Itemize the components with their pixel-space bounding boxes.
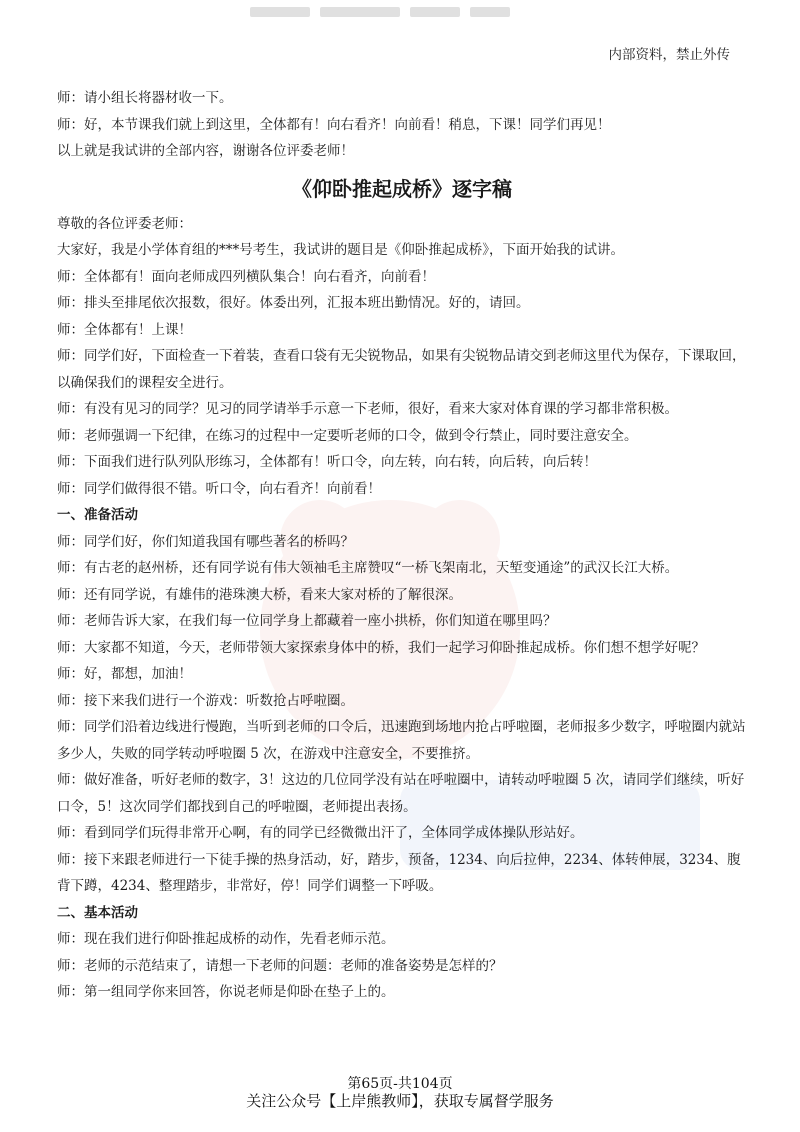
page-number: 第65页-共104页 (347, 1076, 453, 1092)
body-line: 师：全体都有！面向老师成四列横队集合！向右看齐，向前看！ (57, 268, 435, 285)
intro-line: 以上就是我试讲的全部内容，谢谢各位评委老师！ (57, 143, 354, 159)
body-line: 师：还有同学说，有雄伟的港珠澳大桥，看来大家对桥的了解很深。 (57, 586, 462, 603)
section-heading-basic: 二、基本活动 (57, 904, 138, 921)
body-line: 师：老师告诉大家，在我们每一位同学身上都藏着一座小拱桥，你们知道在哪里吗？ (57, 613, 557, 629)
body-line: 师：好，都想，加油！ (57, 666, 192, 682)
body-line: 师：看到同学们玩得非常开心啊，有的同学已经微微出汗了，全体同学成体操队形站好。 (57, 825, 584, 841)
body-line: 师：接下来跟老师进行一下徒手操的热身活动，好，踏步，预备，1234、向后拉伸，2234、体转伸展，3234、腹背下蹲，4234、整理踏步，非常好，停！同学们调整一下呼吸。 (57, 851, 741, 894)
document-body (57, 85, 747, 1006)
body-line: 师：现在我们进行仰卧推起成桥的动作，先看老师示范。 (57, 931, 395, 947)
body-line: 师：全体都有！上课！ (57, 321, 192, 338)
intro-line: 师：好，本节课我们就上到这里，全体都有！向右看齐！向前看！稍息，下课！同学们再见！ (57, 116, 611, 133)
body-line: 师：大家都不知道，今天，老师带领大家探索身体中的桥，我们一起学习仰卧推起成桥。你们想不想学好呢？ (57, 639, 705, 656)
body-line: 师：同学们好，下面检查一下着装，查看口袋有无尖锐物品，如果有尖锐物品请交到老师这里代为保存，下课取回，以确保我们的课程安全进行。 (57, 348, 746, 391)
section-heading-warmup: 一、准备活动 (57, 507, 138, 523)
footer-promo-text: 关注公众号【上岸熊教师】，获取专属督学服务 (246, 1092, 554, 1110)
body-line: 师：接下来我们进行一个游戏：听数抢占呼啦圈。 (57, 692, 354, 709)
body-line: 师：下面我们进行队列队形练习，全体都有！听口令，向左转，向右转，向后转，向后转！ (57, 454, 597, 470)
body-line: 师：同学们好，你们知道我国有哪些著名的桥吗？ (57, 533, 354, 550)
intro-line: 师：请小组长将器材收一下。 (57, 90, 233, 106)
body-line: 师：老师的示范结束了，请想一下老师的问题：老师的准备姿势是怎样的？ (57, 957, 503, 974)
body-line: 师：有古老的赵州桥，还有同学说有伟大领袖毛主席赞叹“一桥飞架南北，天堑变通途”的武汉长江大桥。 (57, 560, 679, 576)
confidential-note: 内部资料，禁止外传 (608, 47, 730, 63)
body-line: 师：做好准备，听好老师的数字，3！这边的几位同学没有站在呼啦圈中，请转动呼啦圈 5 次，请同学们继续，听好口令，5！这次同学们都找到自己的呼啦圈，老师提出表扬。 (57, 772, 745, 815)
body-line: 师：同学们沿着边线进行慢跑，当听到老师的口令后，迅速跑到场地内抢占呼啦圈，老师报多少数字，呼啦圈内就站多少人，失败的同学转动呼啦圈 5 次，在游戏中注意安全，不要推挤。 (57, 719, 746, 762)
body-line: 师：排头至排尾依次报数，很好。体委出列，汇报本班出勤情况。好的，请回。 (57, 295, 530, 311)
body-line: 师：第一组同学你来回答，你说老师是仰卧在垫子上的。 (57, 984, 395, 1000)
body-line: 大家好，我是小学体育组的***号考生，我试讲的题目是《仰卧推起成桥》，下面开始我的试讲。 (57, 242, 624, 258)
cropped-top-text (250, 2, 550, 18)
document-title: 《仰卧推起成桥》逐字稿 (292, 176, 512, 201)
body-line: 尊敬的各位评委老师： (57, 215, 192, 232)
body-line: 师：老师强调一下纪律，在练习的过程中一定要听老师的口令，做到令行禁止，同时要注意安全。 (57, 427, 638, 444)
body-line: 师：同学们做得很不错。听口令，向右看齐！向前看！ (57, 480, 381, 497)
body-line: 师：有没有见习的同学？见习的同学请举手示意一下老师，很好，看来大家对体育课的学习都非常积极。 (57, 401, 678, 417)
